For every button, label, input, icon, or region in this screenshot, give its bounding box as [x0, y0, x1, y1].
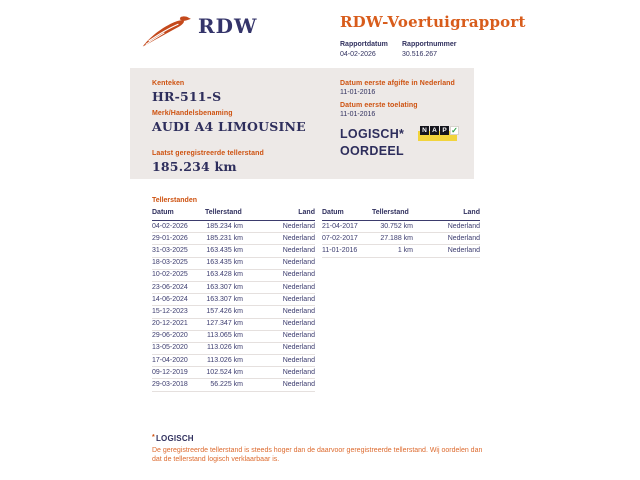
cell-tellerstand: 102.524 km: [205, 367, 267, 379]
cell-land: Nederland: [267, 379, 315, 391]
table-row: [322, 221, 480, 233]
footnote: [152, 434, 488, 464]
merk-label: Merk/Handelsbenaming: [152, 110, 233, 117]
cell-datum: 31-03-2025: [152, 245, 205, 257]
cell-tellerstand: 127.347 km: [205, 318, 267, 330]
col-header-tellerstand: Tellerstand: [205, 207, 267, 221]
cell-tellerstand: 163.435 km: [205, 245, 267, 257]
afgifte-label: Datum eerste afgifte in Nederland: [340, 80, 455, 87]
table-row: [152, 245, 315, 257]
cell-land: Nederland: [267, 355, 315, 367]
table-row: [322, 245, 480, 257]
table-row: [152, 306, 315, 318]
cell-datum: 15-12-2023: [152, 306, 205, 318]
col-header-datum: Datum: [152, 207, 205, 221]
nap-checkmark-icon: ✓: [451, 126, 458, 135]
cell-land: Nederland: [267, 342, 315, 354]
table-row: [152, 221, 315, 233]
report-meta: [340, 41, 540, 58]
cell-datum: 18-03-2025: [152, 257, 205, 269]
cell-datum: 13-05-2020: [152, 342, 205, 354]
page-title: RDW-Voertuigrapport: [340, 13, 526, 31]
table-row: [152, 257, 315, 269]
col-header-datum: Datum: [322, 207, 372, 221]
col-header-tellerstand: Tellerstand: [372, 207, 430, 221]
cell-tellerstand: 113.026 km: [205, 342, 267, 354]
cell-datum: 29-01-2026: [152, 233, 205, 245]
cell-datum: 29-06-2020: [152, 330, 205, 342]
kenteken-label: Kenteken: [152, 80, 185, 87]
table-row: [152, 281, 315, 293]
table-row: [152, 355, 315, 367]
laatste-tellerstand-label: Laatst geregistreerde tellerstand: [152, 150, 264, 157]
cell-tellerstand: 185.231 km: [205, 233, 267, 245]
tellerstanden-tables: [152, 207, 480, 392]
cell-tellerstand: 30.752 km: [372, 221, 430, 233]
col-header-land: Land: [430, 207, 480, 221]
report-date-label: Rapportdatum: [340, 41, 388, 48]
cell-land: Nederland: [267, 367, 315, 379]
cell-land: Nederland: [267, 330, 315, 342]
nap-logo: [420, 126, 466, 146]
kenteken-value: HR-511-S: [152, 89, 222, 104]
toelating-value: 11-01-2016: [340, 111, 376, 118]
nap-letter-boxes: [420, 126, 459, 135]
table-row: [152, 294, 315, 306]
rdw-bird-logo-icon: [141, 15, 191, 49]
report-number-block: [402, 41, 456, 58]
report-head: [340, 13, 540, 58]
cell-tellerstand: 163.307 km: [205, 294, 267, 306]
cell-datum: 07-02-2017: [322, 233, 372, 245]
afgifte-value: 11-01-2016: [340, 89, 376, 96]
cell-datum: 04-02-2026: [152, 221, 205, 233]
table-row: [152, 342, 315, 354]
tellerstanden-title: Tellerstanden: [152, 197, 197, 204]
cell-datum: 29-03-2018: [152, 379, 205, 391]
tellerstanden-table-right: [322, 207, 480, 258]
report-date-value: 04-02-2026: [340, 51, 376, 58]
cell-land: Nederland: [267, 318, 315, 330]
report-number-label: Rapportnummer: [402, 41, 457, 48]
table-row: [152, 269, 315, 281]
cell-tellerstand: 113.065 km: [205, 330, 267, 342]
table-row: [152, 318, 315, 330]
cell-datum: 21-04-2017: [322, 221, 372, 233]
merk-value: AUDI A4 LIMOUSINE: [152, 119, 306, 134]
rdw-wordmark: RDW: [198, 14, 258, 38]
vehicle-summary-box: [130, 68, 474, 179]
cell-tellerstand: 1 km: [372, 245, 430, 257]
summary-left-column: [152, 80, 306, 180]
cell-land: Nederland: [267, 257, 315, 269]
cell-datum: 09-12-2019: [152, 367, 205, 379]
laatste-tellerstand-value: 185.234 km: [152, 159, 237, 174]
table-row: [152, 330, 315, 342]
cell-land: Nederland: [430, 221, 480, 233]
cell-tellerstand: 157.426 km: [205, 306, 267, 318]
table-row: [152, 379, 315, 391]
summary-right-column: [340, 80, 470, 160]
cell-datum: 20-12-2021: [152, 318, 205, 330]
footnote-title: [152, 434, 488, 443]
cell-land: Nederland: [267, 233, 315, 245]
table-header-row: [322, 207, 480, 221]
report-number-value: 30.516.267: [402, 51, 438, 58]
nap-letter-a: A: [430, 126, 439, 135]
col-header-land: Land: [267, 207, 315, 221]
toelating-label: Datum eerste toelating: [340, 102, 418, 109]
cell-datum: 10-02-2025: [152, 269, 205, 281]
cell-tellerstand: 113.026 km: [205, 355, 267, 367]
footnote-title-text: LOGISCH: [155, 434, 194, 443]
footnote-body: De geregistreerde tellerstand is steeds hoger dan de daarvoor geregistreerde tellerstand. Wij oordelen dan dat de tellerstand logisch verklaarbaar is.: [152, 447, 483, 463]
table-row: [152, 233, 315, 245]
cell-tellerstand: 163.435 km: [205, 257, 267, 269]
cell-datum: 14-06-2024: [152, 294, 205, 306]
oordeel-line2: OORDEEL: [340, 144, 404, 158]
cell-tellerstand: 27.188 km: [372, 233, 430, 245]
nap-letter-n: N: [420, 126, 429, 135]
cell-land: Nederland: [430, 245, 480, 257]
cell-land: Nederland: [267, 294, 315, 306]
nap-letter-p: P: [440, 126, 449, 135]
report-date-block: [340, 41, 394, 58]
cell-land: Nederland: [267, 221, 315, 233]
cell-land: Nederland: [267, 245, 315, 257]
cell-datum: 23-06-2024: [152, 281, 205, 293]
cell-tellerstand: 163.428 km: [205, 269, 267, 281]
cell-land: Nederland: [430, 233, 480, 245]
cell-datum: 17-04-2020: [152, 355, 205, 367]
oordeel-line1: LOGISCH*: [340, 127, 405, 141]
footnote-asterisk: *: [152, 434, 155, 441]
cell-tellerstand: 56.225 km: [205, 379, 267, 391]
table-row: [322, 233, 480, 245]
table-row: [152, 367, 315, 379]
cell-land: Nederland: [267, 306, 315, 318]
cell-datum: 11-01-2016: [322, 245, 372, 257]
table-header-row: [152, 207, 315, 221]
cell-land: Nederland: [267, 269, 315, 281]
cell-land: Nederland: [267, 281, 315, 293]
cell-tellerstand: 185.234 km: [205, 221, 267, 233]
tellerstanden-table-left: [152, 207, 315, 392]
brand: [141, 15, 257, 49]
cell-tellerstand: 163.307 km: [205, 281, 267, 293]
